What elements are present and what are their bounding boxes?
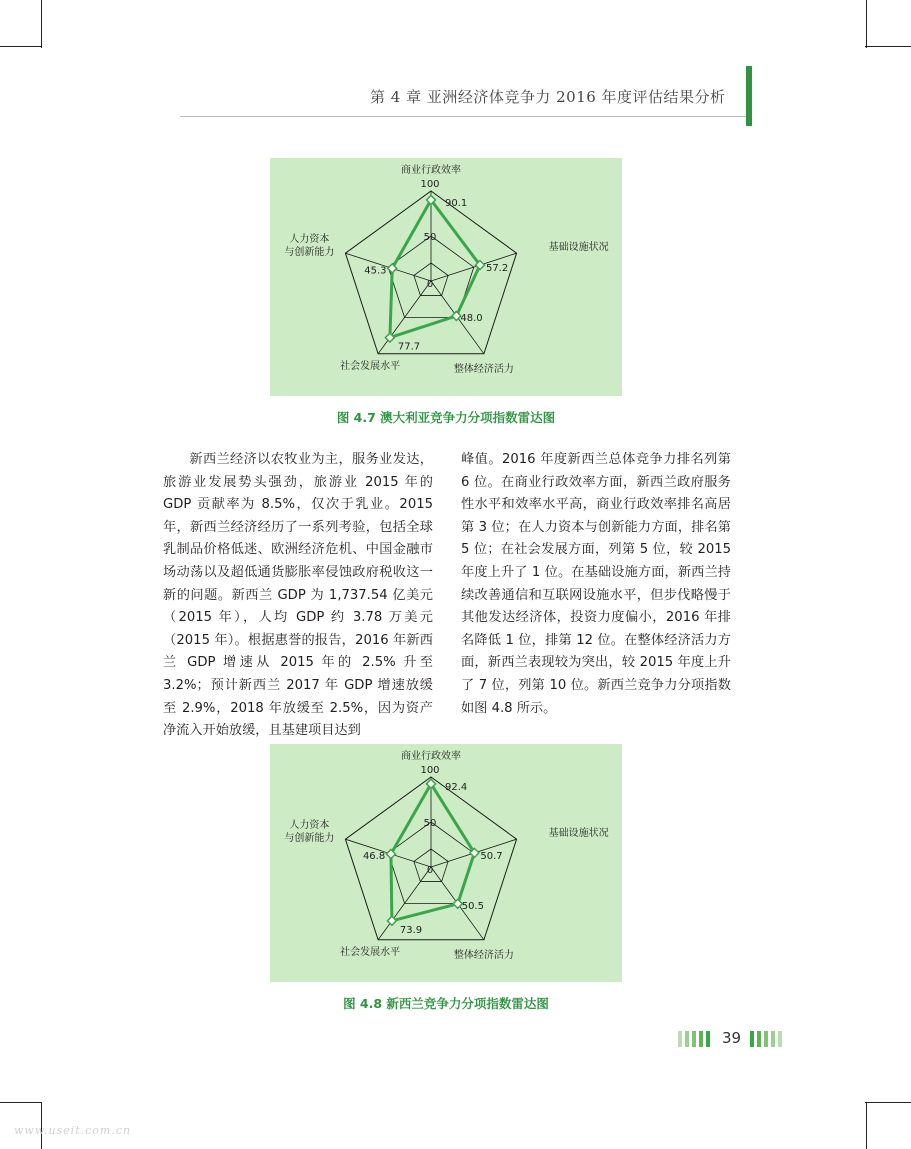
radar-scale-label: 0: [426, 279, 434, 290]
crop-mark: [865, 46, 911, 47]
chapter-header: 第 4 章 亚洲经济体竞争力 2016 年度评估结果分析: [370, 88, 726, 106]
radar-axis-label: 整体经济活力: [453, 949, 514, 961]
radar-value-label: 46.8: [362, 850, 386, 862]
crop-mark: [41, 0, 42, 48]
radar-axis-label: 基础设施状况: [548, 828, 609, 840]
radar-value-label: 77.7: [397, 341, 421, 353]
body-column-right: [461, 449, 731, 720]
radar-axis-label: 整体经济活力: [453, 363, 514, 375]
radar-value-label: 45.3: [364, 265, 387, 277]
radar-value-label: 90.1: [445, 197, 468, 209]
radar-point-marker: [387, 916, 396, 925]
figure-caption: 图 4.8 新西兰竞争力分项指数雷达图: [343, 996, 549, 1011]
page-number: 39: [722, 1029, 742, 1047]
body-column-left: [163, 449, 433, 743]
radar-value-label: 50.5: [461, 900, 484, 912]
crop-mark: [0, 1102, 42, 1103]
radar-scale-label: 50: [423, 232, 437, 243]
radar-chart-svg: [270, 744, 622, 982]
radar-value-label: 73.9: [399, 924, 423, 936]
radar-axis-label: 与创新能力: [284, 247, 335, 259]
radar-scale-label: 100: [420, 765, 440, 776]
crop-mark: [0, 46, 42, 47]
radar-value-label: 50.7: [480, 850, 503, 862]
paragraph: 新西兰经济以农牧业为主，服务业发达，旅游业发展势头强劲，旅游业 2015 年的 GDP 贡献率为 8.5%，仅次于乳业。2015 年，新西兰经济经历了一系列考验，包括全球乳制品价格低迷、欧洲经济危机、中国金融市场动荡以及超低通货膨胀率侵蚀政府税收这一新的问题。新西兰 GDP 为 1,737.54 亿美元（2015 年），人均 GDP 约 3.78 万美元（2015 年）。根据惠誉的报告，2016 年新西兰 GDP 增速从 2015 年的 2.5% 升至 3.2%；预计新西兰 2017 年 GDP 增速放缓至 2.9%，2018 年放缓至 2.5%，因为资产净流入开始放缓，且基建项目达到: [163, 452, 433, 739]
radar-axis-label: 基础设施状况: [548, 242, 609, 254]
paragraph: 峰值。2016 年度新西兰总体竞争力排名列第 6 位。在商业行政效率方面，新西兰政府服务性水平和效率水平高，商业行政效率排名高居第 3 位；在人力资本与创新能力方面，排名第 5 位；在社会发展方面，列第 5 位，较 2015 年度上升了 1 位。在基础设施方面，新西兰持续改善通信和互联网设施水平，但步伐略慢于其他发达经济体，投资力度偏小，2016 年排名降低 1 位，排第 12 位。在整体经济活力方面，新西兰表现较为突出，较 2015 年度上升了 7 位，列第 10 位。新西兰竞争力分项指数如图 4.8 所示。: [461, 452, 731, 716]
footer-bars-left: [678, 1031, 710, 1047]
header-accent-bar: [746, 66, 752, 126]
watermark: www.useit.com.cn: [14, 1124, 132, 1137]
radar-scale-label: 0: [426, 865, 434, 876]
radar-value-label: 48.0: [460, 312, 483, 324]
crop-mark: [866, 1102, 867, 1149]
radar-value-label: 92.4: [445, 781, 468, 793]
radar-value-label: 57.2: [485, 263, 509, 275]
radar-scale-label: 100: [420, 179, 440, 190]
figure-caption: 图 4.7 澳大利亚竞争力分项指数雷达图: [336, 410, 556, 425]
radar-point-marker: [385, 333, 394, 342]
radar-axis-label: 社会发展水平: [340, 946, 401, 958]
radar-axis-label: 商业行政效率: [401, 751, 461, 762]
header-divider: [180, 116, 752, 117]
radar-axis-label: 与创新能力: [284, 833, 335, 845]
radar-chart-australia: [270, 158, 622, 396]
radar-axis-label: 社会发展水平: [340, 360, 401, 372]
radar-axis-label: 人力资本: [289, 820, 330, 832]
crop-mark: [865, 1102, 911, 1103]
crop-mark: [866, 0, 867, 48]
radar-chart-new-zealand: [270, 744, 622, 982]
radar-scale-label: 50: [423, 818, 437, 829]
radar-chart-svg: [270, 158, 622, 396]
radar-axis-label: 商业行政效率: [401, 165, 461, 176]
footer-bars-right: [750, 1031, 782, 1047]
radar-axis-label: 人力资本: [289, 234, 330, 246]
